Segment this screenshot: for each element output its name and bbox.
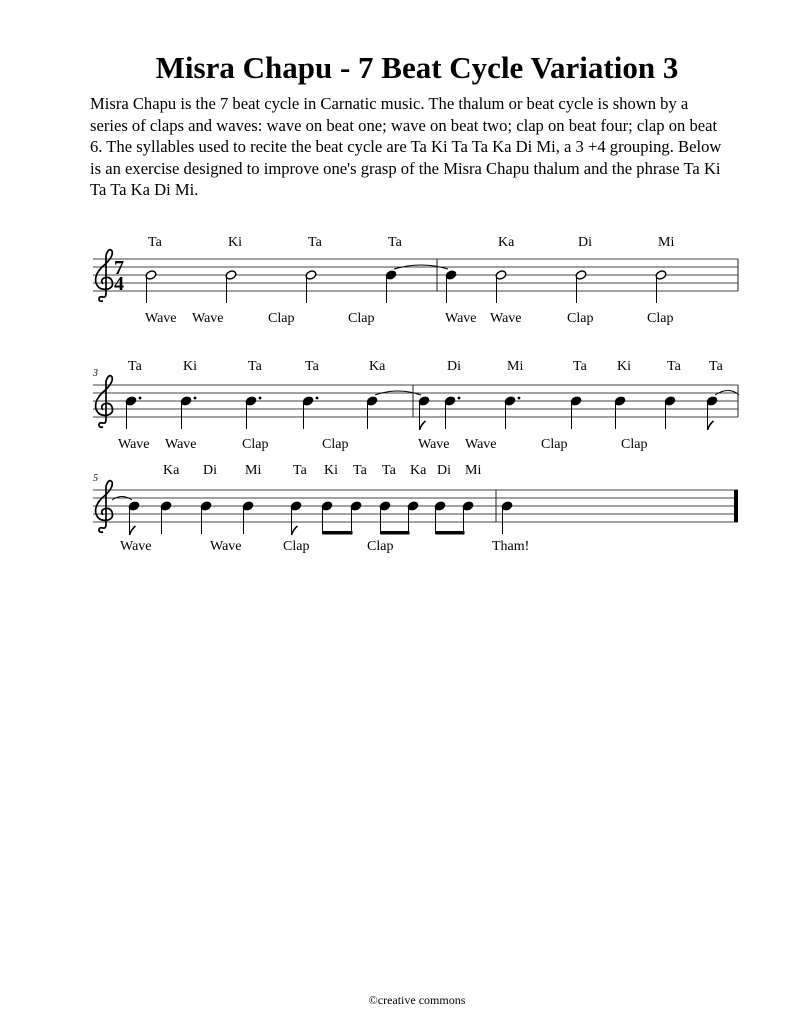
thalam-gesture-label: Wave [418,437,450,452]
syllable-label: Ta [353,463,367,478]
thalam-gesture-label: Wave [192,311,224,326]
thalam-gesture-label: Clap [567,311,594,326]
time-signature-bottom: 4 [114,273,124,295]
syllable-label: Ta [382,463,396,478]
syllable-label: Ta [128,359,142,374]
beam [381,531,410,535]
syllable-label: Ka [410,463,427,478]
syllable-label: Di [437,463,451,478]
thalam-gesture-label: Clap [268,311,295,326]
syllable-label: Ta [305,359,319,374]
syllable-label: Ta [709,359,723,374]
syllable-label: Ka [498,235,515,250]
syllable-label: Ta [667,359,681,374]
beam [436,531,465,535]
thalam-gesture-label: Clap [348,311,375,326]
thalam-gesture-label: Wave [120,539,152,554]
syllable-label: Ka [163,463,180,478]
syllable-label: Di [447,359,461,374]
thalam-gesture-label: Wave [145,311,177,326]
syllable-label: Ta [388,235,402,250]
thalam-gesture-label: Clap [647,311,674,326]
thalam-gesture-label: Wave [118,437,150,452]
eighth-flag [420,421,426,430]
dot [194,397,197,400]
syllable-label: Ki [324,463,338,478]
thalam-gesture-label: Wave [445,311,477,326]
thalam-gesture-label: Clap [621,437,648,452]
thalam-gesture-label: Clap [367,539,394,554]
syllable-label: Ka [369,359,386,374]
syllable-label: Ta [573,359,587,374]
syllable-label: Mi [245,463,262,478]
syllable-label: Mi [507,359,524,374]
syllable-label: Ki [617,359,631,374]
syllable-label: Mi [658,235,675,250]
time-signature-top: 7 [114,257,124,279]
thalam-gesture-label: Clap [283,539,310,554]
thalam-gesture-label: Wave [210,539,242,554]
eighth-flag [708,421,714,430]
syllable-label: Mi [465,463,482,478]
syllable-label: Ta [248,359,262,374]
dot [316,397,319,400]
thalam-gesture-label: Clap [322,437,349,452]
final-barline [734,490,738,522]
intro-paragraph: Misra Chapu is the 7 beat cycle in Carnatic music. The thalum or beat cycle is shown by a series of claps and waves: wave on beat one; wave on beat two; clap on beat four; clap on beat 6. The syllables used to recite the beat cycle are Ta Ki Ta Ta Ka Di Mi, a 3 +4 grouping. Below is an exercise designed to improve one's grasp of the Misra Chapu thalum and the phrase Ta Ki Ta Ta Ka Di Mi. [90,94,722,199]
eighth-flag [130,526,136,535]
syllable-label: Ta [293,463,307,478]
beam [323,531,353,535]
thalam-gesture-label: Tham! [492,539,530,554]
footer-license: ©creative commons [368,993,466,1007]
dot [518,397,521,400]
page-title: Misra Chapu - 7 Beat Cycle Variation 3 [155,50,679,85]
dot [139,397,142,400]
thalam-gesture-label: Wave [165,437,197,452]
dot [458,397,461,400]
thalam-gesture-label: Wave [490,311,522,326]
measure-number: 3 [93,368,98,379]
dot [259,397,262,400]
thalam-gesture-label: Clap [242,437,269,452]
syllable-label: Di [203,463,217,478]
thalam-gesture-label: Clap [541,437,568,452]
eighth-flag [292,526,298,535]
syllable-label: Ta [148,235,162,250]
thalam-gesture-label: Wave [465,437,497,452]
syllable-label: Di [578,235,592,250]
syllable-label: Ki [183,359,197,374]
measure-number: 5 [93,473,98,484]
syllable-label: Ki [228,235,242,250]
syllable-label: Ta [308,235,322,250]
